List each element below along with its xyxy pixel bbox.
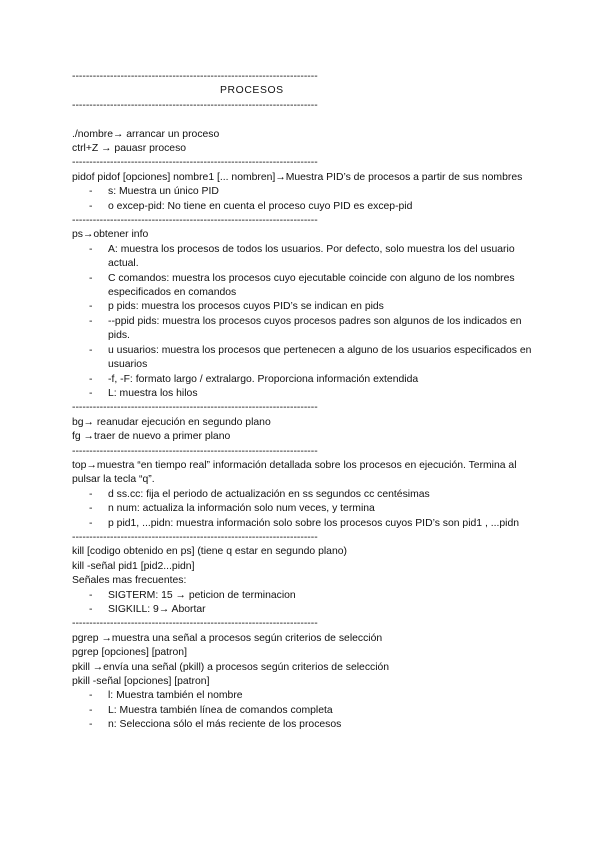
bullet-dash: -: [89, 315, 93, 327]
list-item: [72, 344, 532, 373]
separator: -----------------------------------------------------------------------: [72, 71, 318, 82]
list-item-text: u usuarios: muestra los procesos que pertenecen a alguno de los usuarios especificados en usuarios: [108, 344, 532, 371]
list-item-text: C comandos: muestra los procesos cuyo ejecutable coincide con alguno de los nombres especificados en comandos: [108, 272, 515, 299]
blank-line: [72, 113, 532, 127]
list-item: [72, 704, 532, 718]
list-item-text: A: muestra los procesos de todos los usuarios. Por defecto, solo muestra los del usuario actual.: [108, 243, 515, 270]
bullet-dash: -: [89, 604, 93, 616]
bullet-dash: -: [89, 301, 93, 313]
list-item-text: l: Muestra también el nombre: [108, 690, 243, 702]
list-item-text: L: muestra los hilos: [108, 387, 198, 399]
top-description: top→muestra “en tiempo real” información detallada sobre los procesos en ejecución. Termina al pulsar la tecla “q”.: [72, 459, 517, 486]
list-item-text: -f, -F: formato largo / extralargo. Proporciona información extendida: [108, 373, 419, 385]
list-item-text: n num: actualiza la información solo num veces, y termina: [108, 503, 375, 515]
bullet-dash: -: [89, 719, 93, 731]
list-item: [72, 272, 532, 301]
text-line: ctrl+Z → pauasr proceso: [72, 143, 187, 155]
list-item: [72, 185, 532, 199]
list-item-text: p pid1, ...pidn: muestra información solo sobre los procesos cuyos PID’s son pid1 , ...pidn: [108, 517, 520, 529]
list-item: [72, 387, 532, 401]
bullet-dash: -: [89, 186, 93, 198]
bullet-dash: -: [89, 344, 93, 356]
bullet-dash: -: [89, 200, 93, 212]
text-line: kill -señal pid1 [pid2...pidn]: [72, 560, 195, 572]
text-line: pgrep →muestra una señal a procesos según criterios de selección: [72, 632, 383, 644]
text-line: fg →traer de nuevo a primer plano: [72, 431, 231, 443]
pidof-options-list: [72, 185, 532, 214]
list-item: [72, 200, 532, 214]
text-line: bg→ reanudar ejecución en segundo plano: [72, 416, 271, 428]
separator: -----------------------------------------------------------------------: [72, 445, 318, 457]
separator: -----------------------------------------------------------------------: [72, 215, 318, 227]
ps-options-list: [72, 243, 532, 401]
bullet-dash: -: [89, 589, 93, 601]
list-item: [72, 488, 532, 502]
bullet-dash: -: [89, 272, 93, 284]
page-title: PROCESOS: [220, 85, 284, 97]
list-item-text: SIGKILL: 9→ Abortar: [108, 604, 206, 616]
separator: -----------------------------------------------------------------------: [72, 99, 318, 111]
separator: -----------------------------------------------------------------------: [72, 618, 318, 630]
list-item-text: --ppid pids: muestra los procesos cuyos procesos padres son algunos de los indicados en pids.: [108, 315, 522, 342]
separator: -----------------------------------------------------------------------: [72, 531, 318, 543]
bullet-dash: -: [89, 517, 93, 529]
text-line: kill [codigo obtenido en ps] (tiene q estar en segundo plano): [72, 546, 347, 558]
list-item: [72, 718, 532, 732]
list-item: [72, 315, 532, 344]
list-item-text: d ss.cc: fija el periodo de actualización en ss segundos cc centésimas: [108, 488, 430, 500]
text-line: ./nombre→ arrancar un proceso: [72, 128, 220, 140]
text-line: pkill →envía una señal (pkill) a procesos según criterios de selección: [72, 661, 390, 673]
signals-list: [72, 589, 532, 618]
list-item-text: p pids: muestra los procesos cuyos PID’s se indican en pids: [108, 301, 384, 313]
bullet-dash: -: [89, 704, 93, 716]
list-item: [72, 603, 532, 617]
separator: -----------------------------------------------------------------------: [72, 157, 318, 169]
pidof-description: pidof pidof [opciones] nombre1 [... nombren]→Muestra PID’s de procesos a partir de sus nombres: [72, 171, 523, 183]
list-item-text: n: Selecciona sólo el más reciente de los procesos: [108, 719, 342, 731]
top-options-list: [72, 488, 532, 531]
list-item-text: o excep-pid: No tiene en cuenta el proceso cuyo PID es excep-pid: [108, 200, 413, 212]
text-line: pkill -señal [opciones] [patron]: [72, 676, 210, 688]
list-item-text: SIGTERM: 15 → peticion de terminacion: [108, 589, 296, 601]
document-content: [72, 70, 532, 733]
list-item: [72, 300, 532, 314]
text-line: Señales mas frecuentes:: [72, 575, 187, 587]
pgrep-options-list: [72, 689, 532, 732]
list-item: [72, 589, 532, 603]
bullet-dash: -: [89, 243, 93, 255]
ps-description: ps→obtener info: [72, 229, 149, 241]
list-item: [72, 502, 532, 516]
bullet-dash: -: [89, 488, 93, 500]
list-item-text: s: Muestra un único PID: [108, 186, 219, 198]
separator: -----------------------------------------------------------------------: [72, 402, 318, 414]
bullet-dash: -: [89, 387, 93, 399]
bullet-dash: -: [89, 690, 93, 702]
list-item: [72, 689, 532, 703]
text-line: pgrep [opciones] [patron]: [72, 647, 187, 659]
bullet-dash: -: [89, 503, 93, 515]
list-item: [72, 517, 532, 531]
list-item: [72, 243, 532, 272]
list-item-text: L: Muestra también línea de comandos completa: [108, 704, 333, 716]
list-item: [72, 373, 532, 387]
bullet-dash: -: [89, 373, 93, 385]
